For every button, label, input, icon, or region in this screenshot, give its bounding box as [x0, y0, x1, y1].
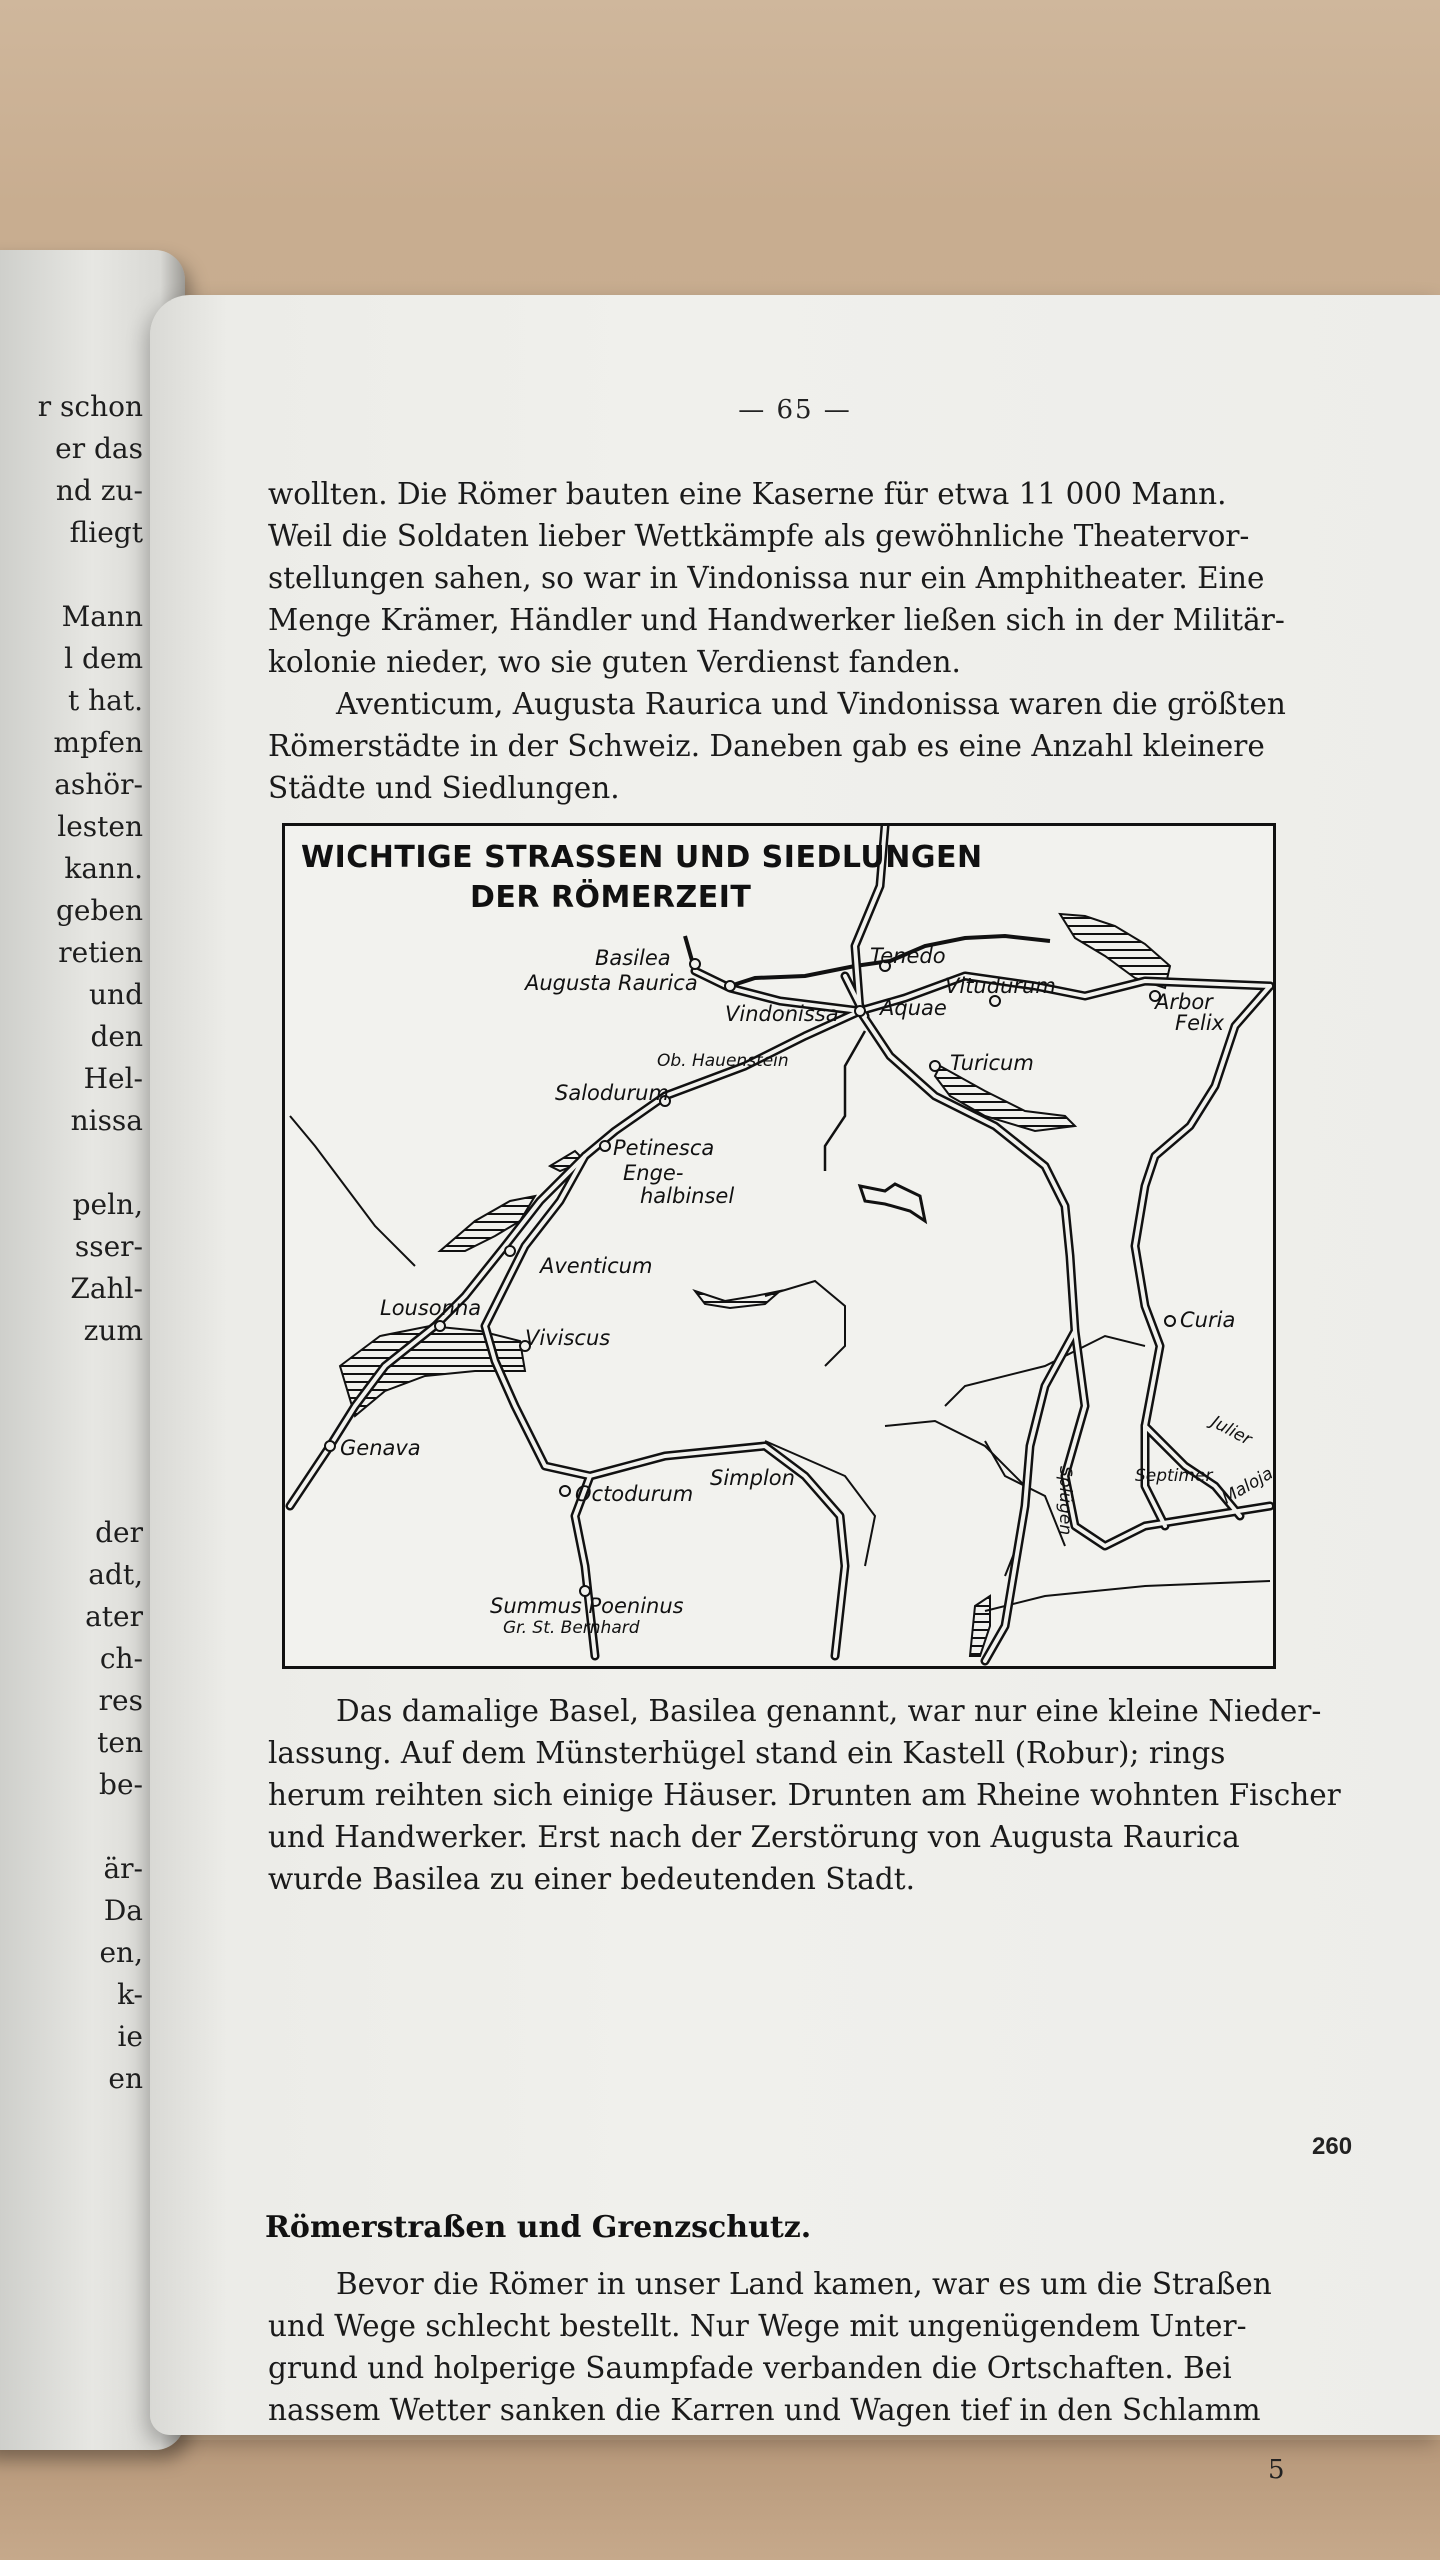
- label-salodurum: Salodurum: [555, 1081, 669, 1105]
- label-gr-st-bernhard: Gr. St. Bernhard: [503, 1618, 640, 1638]
- lake-como: [970, 1596, 990, 1656]
- label-petinesca: Petinesca: [613, 1136, 715, 1160]
- text-line: und Handwerker. Erst nach der Zerstörung von Augusta Raurica: [268, 1820, 1240, 1854]
- label-simplon: Simplon: [710, 1466, 795, 1490]
- marker-genava: [325, 1441, 335, 1451]
- text-line: Weil die Soldaten lieber Wettkämpfe als gewöhnliche Theatervor-: [268, 519, 1250, 553]
- label-halbinsel: halbinsel: [640, 1184, 735, 1208]
- left-page-fragment: den: [90, 1020, 143, 1053]
- left-page-fragment: ater: [85, 1600, 143, 1633]
- paragraph-1: [268, 473, 1428, 683]
- left-page-fragment: adt,: [88, 1558, 143, 1591]
- left-page-fragment: nd zu-: [55, 474, 143, 507]
- left-page-fragment: ashör-: [54, 768, 143, 801]
- label-arbor: Arbor: [1155, 990, 1213, 1014]
- left-page-fragment: be-: [99, 1768, 143, 1801]
- map-title: WICHTIGE STRASSEN UND SIEDLUNGEN: [301, 840, 983, 875]
- left-page-fragment: res: [98, 1684, 143, 1717]
- label-aquae: Aquae: [880, 996, 947, 1020]
- left-page-fragment: retien: [58, 936, 143, 969]
- margin-number: 260: [1312, 2133, 1353, 2160]
- text-line: und Wege schlecht bestellt. Nur Wege mit ungenügendem Unter-: [268, 2309, 1247, 2343]
- label-augusta-raurica: Augusta Raurica: [525, 971, 698, 995]
- rhone-river: [290, 1116, 415, 1266]
- marker-turicum: [930, 1061, 940, 1071]
- desk-surface: [0, 2440, 1440, 2560]
- left-page-fragment: Da: [103, 1894, 143, 1927]
- marker-curia: [1165, 1316, 1175, 1326]
- marker-petinesca: [600, 1141, 610, 1151]
- left-page-fragment: mpfen: [53, 726, 143, 759]
- right-page: [150, 295, 1440, 2485]
- text-line: kolonie nieder, wo sie guten Verdienst fanden.: [268, 645, 961, 679]
- lake-zurich: [935, 1066, 1075, 1131]
- lake-lucerne: [860, 1184, 925, 1221]
- marker-basilea: [690, 959, 700, 969]
- left-page-fragment: ie: [117, 2020, 143, 2053]
- text-line: wurde Basilea zu einer bedeutenden Stadt.: [268, 1862, 915, 1896]
- lake-thun: [695, 1291, 780, 1308]
- label-basilea: Basilea: [595, 946, 671, 970]
- text-line: stellungen sahen, so war in Vindonissa nur ein Amphitheater. Eine: [268, 561, 1265, 595]
- page-number: — 65 —: [738, 395, 852, 425]
- left-page-fragment: geben: [55, 894, 143, 927]
- marker-augusta-raurica: [725, 981, 735, 991]
- map-subtitle: DER RÖMERZEIT: [470, 880, 752, 915]
- left-page-fragment: und: [89, 978, 143, 1011]
- text-line: grund und holperige Saumpfade verbanden die Ortschaften. Bei: [268, 2351, 1232, 2385]
- left-page-fragment: l dem: [64, 642, 143, 675]
- section-heading: Römerstraßen und Grenzschutz.: [265, 2210, 812, 2245]
- label-julier: Julier: [1207, 1412, 1255, 1450]
- left-page-fragment: zum: [83, 1314, 143, 1347]
- label-maloja: Maloja: [1218, 1463, 1277, 1509]
- text-line: wollten. Die Römer bauten eine Kaserne für etwa 11 000 Mann.: [268, 477, 1227, 511]
- left-page-fragment: Hel-: [83, 1062, 143, 1095]
- text-line: herum reihten sich einige Häuser. Drunten am Rheine wohnten Fischer: [268, 1778, 1341, 1812]
- left-page-fragment: der: [95, 1516, 143, 1549]
- paragraph-4: [268, 2263, 1428, 2431]
- text-line: lassung. Auf dem Münsterhügel stand ein Kastell (Robur); rings: [268, 1736, 1226, 1770]
- signature-number: 5: [1268, 2455, 1285, 2485]
- text-line: Römerstädte in der Schweiz. Daneben gab es eine Anzahl kleinere: [268, 729, 1265, 763]
- left-page-fragment: lesten: [57, 810, 143, 843]
- text-line: Städte und Siedlungen.: [268, 771, 620, 805]
- aare-river: [825, 1031, 865, 1171]
- text-line: Das damalige Basel, Basilea genannt, war nur eine kleine Nieder-: [336, 1694, 1322, 1728]
- left-page-fragment: k-: [117, 1978, 143, 2011]
- text-line: Aventicum, Augusta Raurica und Vindonissa waren die größten: [336, 687, 1286, 721]
- label-turicum: Turicum: [950, 1051, 1034, 1075]
- text-line: Bevor die Römer in unser Land kamen, war es um die Straßen: [336, 2267, 1272, 2301]
- left-page-fragment: ten: [97, 1726, 143, 1759]
- left-page-fragment: fliegt: [69, 516, 143, 549]
- marker-lousonna: [435, 1321, 445, 1331]
- label-enge: Enge-: [623, 1161, 684, 1185]
- label-vindonissa: Vindonissa: [725, 1002, 839, 1026]
- marker-aventicum: [505, 1246, 515, 1256]
- left-page-fragment: ch-: [99, 1642, 143, 1675]
- text-line: nassem Wetter sanken die Karren und Wagen tief in den Schlamm: [268, 2393, 1261, 2427]
- label-octodurum: Octodurum: [575, 1482, 694, 1506]
- left-page-fragment: Zahl-: [70, 1272, 143, 1305]
- left-page-fragment: nissa: [70, 1104, 143, 1137]
- left-page-fragment: peln,: [72, 1188, 143, 1221]
- paragraph-3: [268, 1690, 1428, 1900]
- left-page-fragment: Mann: [61, 600, 143, 633]
- alpine-river: [885, 1421, 1025, 1576]
- south-river: [985, 1581, 1270, 1611]
- left-page-fragment: r schon: [37, 390, 143, 423]
- label-summus-poeninus: Summus Poeninus: [490, 1594, 684, 1618]
- left-page-fragment: en: [108, 2062, 143, 2095]
- left-page-fragment: sser-: [74, 1230, 143, 1263]
- left-page-fragment: t hat.: [67, 684, 143, 717]
- left-page-fragment: kann.: [64, 852, 143, 885]
- label-curia: Curia: [1180, 1308, 1236, 1332]
- left-page-fragment: är-: [103, 1852, 143, 1885]
- label-lousonna: Lousonna: [380, 1296, 482, 1320]
- label-felix: Felix: [1175, 1011, 1225, 1035]
- map-graphic: [285, 826, 1273, 1666]
- label-genava: Genava: [340, 1436, 421, 1460]
- left-page-fragment: en,: [99, 1936, 143, 1969]
- roman-roads-map: [282, 823, 1276, 1669]
- label-tenedo: Tenedo: [870, 944, 946, 968]
- label-vitudurum: Vitudurum: [945, 974, 1056, 998]
- marker-vindonissa: [855, 1006, 865, 1016]
- label-splugen: Splügen: [1055, 1466, 1075, 1536]
- label-septimer: Septimer: [1135, 1466, 1213, 1486]
- label-aventicum: Aventicum: [540, 1254, 653, 1278]
- paragraph-2: [268, 683, 1428, 809]
- text-line: Menge Krämer, Händler und Handwerker ließen sich in der Militär-: [268, 603, 1285, 637]
- label-ob-hauenstein: Ob. Hauenstein: [657, 1051, 789, 1071]
- label-viviscus: Viviscus: [525, 1326, 611, 1350]
- left-page-fragment: er das: [55, 432, 143, 465]
- marker-octodurum: [560, 1486, 570, 1496]
